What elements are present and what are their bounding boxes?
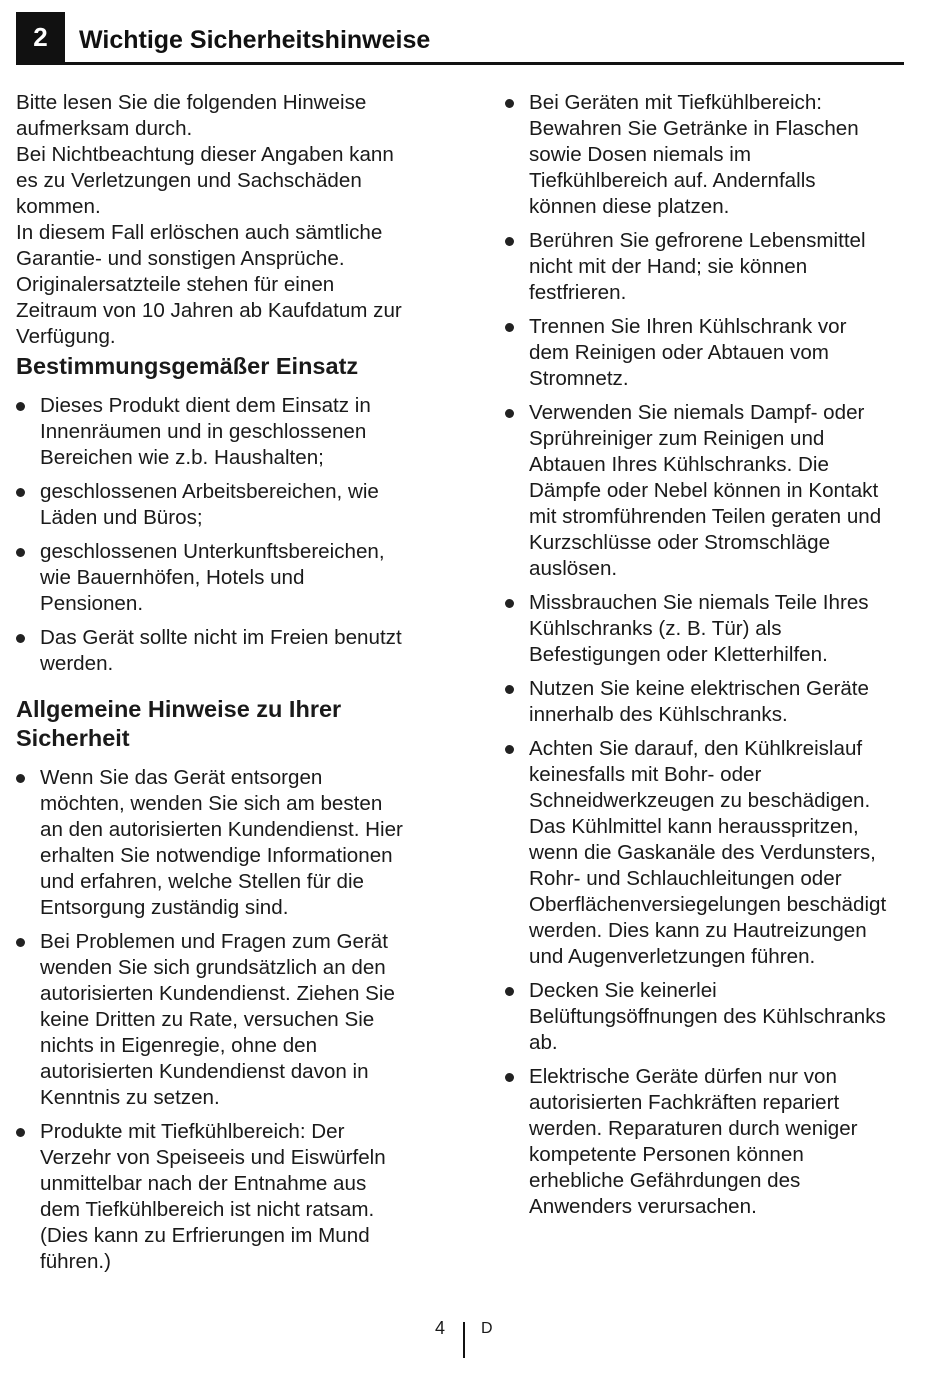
bullet-icon [16,774,25,783]
list-item [16,765,452,921]
list-item-text: Nutzen Sie keine elektrischen Geräte innerhalb des Kühlschranks. [529,677,869,726]
list-item [505,400,930,582]
intended-use-list [16,393,452,677]
list-item [16,1119,452,1275]
list-item-text: Achten Sie darauf, den Kühlkreislauf keinesfalls mit Bohr- oder Schneidwerkzeugen zu beschädigen. Das Kühlmittel kann herausspritzen, wenn die Gaskanäle des Verdunsters, Rohr- und Schlauchleitungen oder Oberflächenversiegelungen beschädigt werden. Dies kann zu Hautreizungen und Augenverletzungen führen. [529,737,887,968]
list-item-text: geschlossenen Unterkunftsbereichen, wie Bauernhöfen, Hotels und Pensionen. [40,540,385,615]
list-item-text: Berühren Sie gefrorene Lebensmittel nicht mit der Hand; sie können festfrieren. [529,229,866,304]
right-column [505,90,930,1228]
list-item [505,90,930,220]
list-item [505,676,930,728]
list-item-text: Missbrauchen Sie niemals Teile Ihres Kühlschranks (z. B. Tür) als Befestigungen oder Kletterhilfen. [529,591,869,666]
page-footer [0,1318,950,1358]
bullet-icon [505,323,514,332]
list-item-text: Trennen Sie Ihren Kühlschrank vor dem Reinigen oder Abtauen vom Stromnetz. [529,315,847,390]
bullet-icon [505,99,514,108]
bullet-icon [505,745,514,754]
list-item [16,479,452,531]
footer-divider [463,1322,465,1358]
list-item-text: Das Gerät sollte nicht im Freien benutzt werden. [40,626,402,675]
list-item-text: Bei Geräten mit Tiefkühlbereich: Bewahren Sie Getränke in Flaschen sowie Dosen niemals im Tiefkühlbereich auf. Andernfalls können diese platzen. [529,91,859,218]
list-item [505,736,930,970]
section-title-general-safety: Allgemeine Hinweise zu Ihrer Sicherheit [16,696,342,751]
chapter-header [16,12,904,65]
bullet-icon [16,634,25,643]
list-item [16,539,452,617]
list-item [505,1064,930,1220]
list-item-text: Produkte mit Tiefkühlbereich: Der Verzehr von Speiseeis und Eiswürfeln unmittelbar nach der Entnahme aus dem Tiefkühlbereich ist nicht ratsam. (Dies kann zu Erfrierungen im Mund führen.) [40,1120,386,1273]
list-item-text: Bei Problemen und Fragen zum Gerät wenden Sie sich grundsätzlich an den autorisierten Kundendienst. Ziehen Sie keine Dritten zu Rate, versuchen Sie nichts in Eigenregie, ohne den autorisierten Kundendienst davon in Kenntnis zu setzen. [40,930,395,1109]
bullet-icon [505,599,514,608]
list-item-text: Dieses Produkt dient dem Einsatz in Innenräumen und in geschlossenen Bereichen wie z.b. Haushalten; [40,394,371,469]
list-item [505,590,930,668]
list-item [16,393,452,471]
list-item [16,625,452,677]
list-item-text: Elektrische Geräte dürfen nur von autorisierten Fachkräften repariert werden. Reparaturen durch weniger kompetente Personen können erhebliche Gefährdungen des Anwenders verursachen. [529,1065,858,1218]
list-item-text: Verwenden Sie niemals Dampf- oder Sprühreiniger zum Reinigen und Abtauen Ihres Kühlschranks. Die Dämpfe oder Nebel können in Kontakt mit stromführenden Teilen geraten und Kurzschlüsse oder Stromschläge auslösen. [529,401,882,580]
bullet-icon [505,987,514,996]
list-item-text: geschlossenen Arbeitsbereichen, wie Läden und Büros; [40,480,379,529]
bullet-icon [505,237,514,246]
general-safety-list [16,765,452,1275]
bullet-icon [16,488,25,497]
list-item [505,978,930,1056]
left-column [16,90,452,1283]
bullet-icon [16,548,25,557]
list-item-text: Decken Sie keinerlei Belüftungsöffnungen des Kühlschranks ab. [529,979,886,1054]
list-item-text: Wenn Sie das Gerät entsorgen möchten, wenden Sie sich am besten an den autorisierten Kundendienst. Hier erhalten Sie notwendige Informationen und erfahren, welche Stellen für die Entsorgung zuständig sind. [40,766,403,919]
language-code: D [481,1320,493,1337]
chapter-title: Wichtige Sicherheitshinweise [79,26,431,54]
bullet-icon [16,402,25,411]
safety-list-continued [505,90,930,1220]
page-number: 4 [435,1318,446,1338]
chapter-number: 2 [16,12,65,62]
intro-paragraph: Bitte lesen Sie die folgenden Hinweise aufmerksam durch. Bei Nichtbeachtung dieser Angaben kann es zu Verletzungen und Sachschäden kommen. In diesem Fall erlöschen auch sämtliche Garantie- und sonstigen Ansprüche. Originalersatzteile stehen für einen Zeitraum von 10 Jahren ab Kaufdatum zur Verfügung. [16,91,402,348]
section-title-intended-use: Bestimmungsgemäßer Einsatz [16,353,359,379]
list-item [505,228,930,306]
list-item [16,929,452,1111]
bullet-icon [505,685,514,694]
bullet-icon [16,938,25,947]
bullet-icon [16,1128,25,1137]
bullet-icon [505,409,514,418]
bullet-icon [505,1073,514,1082]
list-item [505,314,930,392]
